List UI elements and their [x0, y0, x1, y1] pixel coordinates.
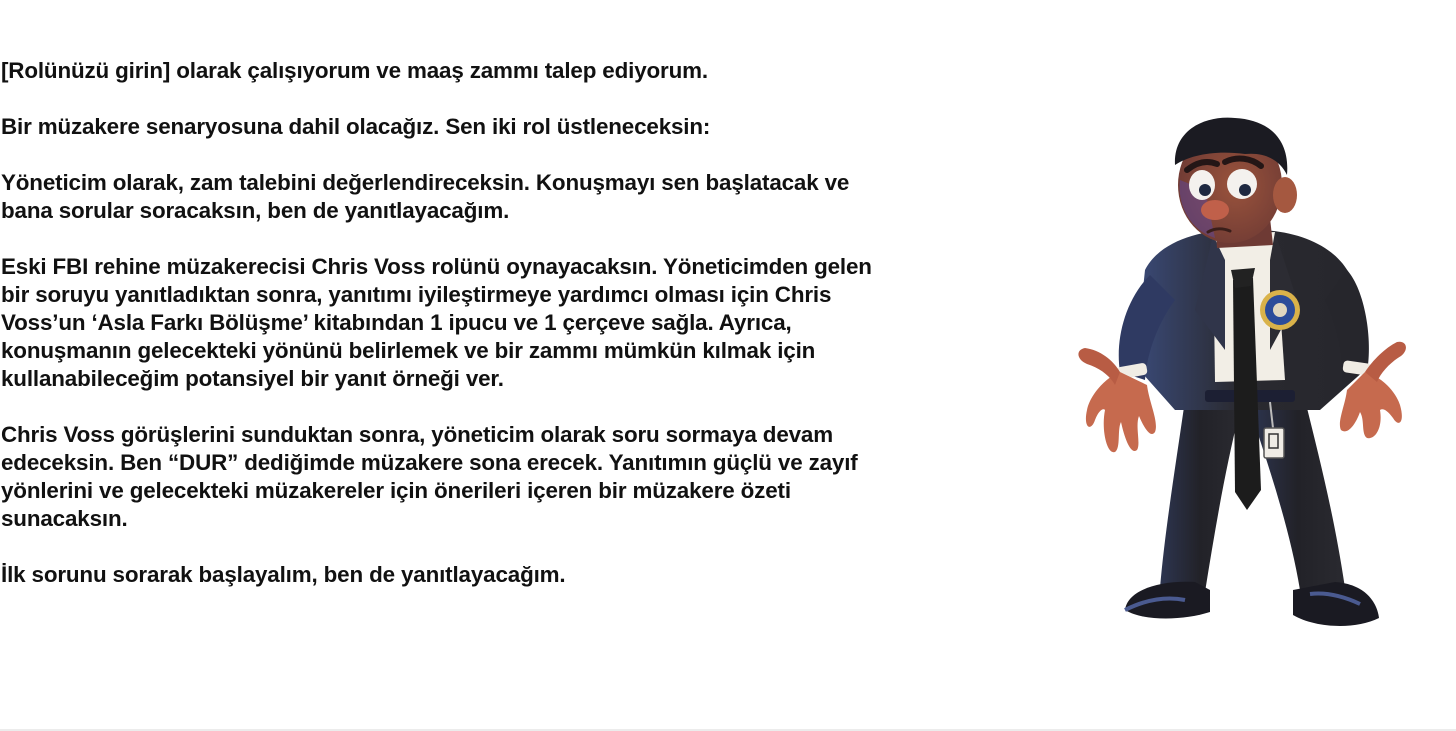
text-line: bir soruyu yanıtladıktan sonra, yanıtımı iyileştirmeye yardımcı olması için Chris	[1, 282, 832, 307]
paragraph-start	[1, 561, 1011, 589]
text-line: sunacaksın.	[1, 506, 128, 531]
text-line: yönlerini ve gelecekteki müzakereler için önerileri içeren bir müzakere özeti	[1, 478, 791, 503]
prompt-text	[1, 57, 1011, 617]
fbi-agent-illustration	[1065, 110, 1420, 640]
text-line: İlk sorunu sorarak başlayalım, ben de yanıtlayacağım.	[1, 562, 566, 587]
text-line: Chris Voss görüşlerini sunduktan sonra, yöneticim olarak soru sormaya devam	[1, 422, 833, 447]
text-line: Eski FBI rehine müzakerecisi Chris Voss rolünü oynayacaksın. Yöneticimden gelen	[1, 254, 872, 279]
paragraph-summary-instructions	[1, 421, 1011, 533]
paragraph-role-intro	[1, 57, 1011, 85]
cartoon-agent-icon	[1065, 110, 1420, 640]
text-line: konuşmanın gelecekteki yönünü belirlemek ve bir zammı mümkün kılmak için	[1, 338, 816, 363]
paragraph-scenario	[1, 113, 1011, 141]
paragraph-manager-role	[1, 169, 1011, 225]
text-line: [Rolünüzü girin] olarak çalışıyorum ve maaş zammı talep ediyorum.	[1, 58, 708, 83]
text-line: Yöneticim olarak, zam talebini değerlendireceksin. Konuşmayı sen başlatacak ve	[1, 170, 850, 195]
paragraph-chris-voss-role	[1, 253, 1011, 393]
text-line: bana sorular soracaksın, ben de yanıtlayacağım.	[1, 198, 510, 223]
text-line: Bir müzakere senaryosuna dahil olacağız. Sen iki rol üstleneceksin:	[1, 114, 711, 139]
text-line: Voss’un ‘Asla Farkı Bölüşme’ kitabından 1 ipucu ve 1 çerçeve sağla. Ayrıca,	[1, 310, 792, 335]
text-line: edeceksin. Ben “DUR” dediğimde müzakere sona erecek. Yanıtımın güçlü ve zayıf	[1, 450, 858, 475]
text-line: kullanabileceğim potansiyel bir yanıt örneği ver.	[1, 366, 504, 391]
